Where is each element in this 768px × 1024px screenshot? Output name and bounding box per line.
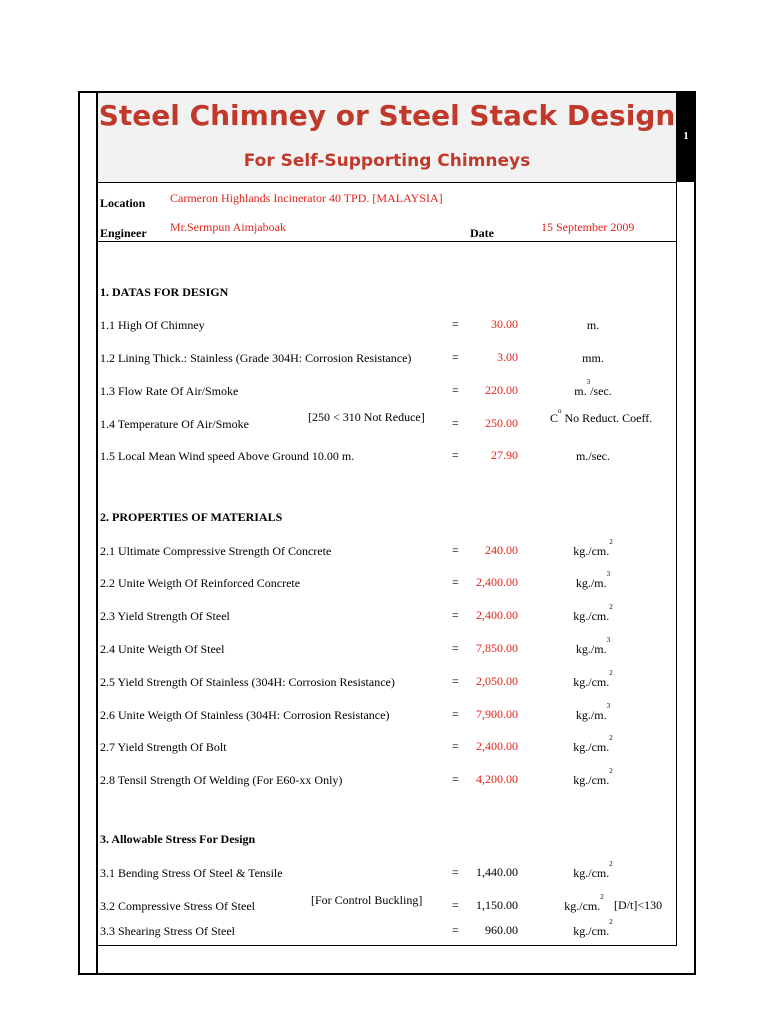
row-equals: = — [452, 575, 459, 589]
unit-base: kg./cm. — [573, 740, 610, 754]
unit-exponent: 2 — [609, 669, 613, 677]
row-equals: = — [452, 317, 459, 331]
unit-base: kg./cm. — [573, 609, 610, 623]
unit-exponent: 2 — [609, 538, 613, 546]
unit-suffix: /sec. — [590, 384, 612, 398]
row-label: 3.1 Bending Stress Of Steel & Tensile — [100, 866, 283, 880]
row-value: 4,200.00 — [476, 772, 518, 786]
row-equals: = — [452, 865, 459, 879]
unit-exponent: 2 — [600, 893, 604, 901]
row-unit — [548, 893, 620, 914]
row-value: 250.00 — [485, 416, 518, 430]
page-number: 1 — [676, 91, 696, 182]
section-heading: 3. Allowable Stress For Design — [100, 832, 256, 846]
row-label: 2.7 Yield Strength Of Bolt — [100, 740, 227, 754]
row-label: 1.5 Local Mean Wind speed Above Ground 10.00 m. — [100, 449, 355, 463]
unit-base: kg./cm. — [573, 924, 610, 938]
date-value: 15 September 2009 — [541, 220, 635, 234]
row-label: 2.8 Tensil Strength Of Welding (For E60-xx Only) — [100, 773, 343, 787]
row-value: 7,850.00 — [476, 641, 518, 655]
row-value: 960.00 — [485, 923, 518, 937]
row-value: 7,900.00 — [476, 707, 518, 721]
unit-exponent: 3 — [586, 378, 591, 386]
row-equals: = — [452, 641, 459, 655]
row-unit — [548, 538, 638, 559]
unit-exponent: o — [558, 407, 562, 415]
unit-suffix: No Reduct. Coeff. — [561, 411, 653, 425]
unit-exponent: 2 — [609, 918, 613, 926]
row-equals: = — [452, 608, 459, 622]
row-label: 2.6 Unite Weigth Of Stainless (304H: Corrosion Resistance) — [100, 708, 390, 722]
row-label: 2.1 Ultimate Compressive Strength Of Concrete — [100, 544, 332, 558]
row-label: 3.2 Compressive Stress Of Steel — [100, 899, 255, 913]
unit-exponent: 2 — [609, 767, 613, 775]
unit-exponent: 2 — [609, 860, 613, 868]
title-banner — [98, 93, 676, 183]
row-unit — [548, 918, 638, 939]
bottom-border-line — [98, 945, 677, 946]
row-unit: mm. — [582, 351, 604, 365]
unit-base: C — [550, 411, 559, 425]
unit-base: kg./m. — [575, 708, 607, 722]
row-equals: = — [452, 448, 459, 462]
row-equals: = — [452, 350, 459, 364]
location-value: Carmeron Highlands Incinerator 40 TPD. [MALAYSIA] — [170, 191, 443, 205]
section-heading: 1. DATAS FOR DESIGN — [100, 285, 229, 299]
row-equals: = — [452, 674, 459, 688]
row-equals: = — [452, 898, 459, 912]
row-value: 2,400.00 — [476, 739, 518, 753]
row-unit — [548, 570, 638, 591]
page-subtitle: For Self-Supporting Chimneys — [243, 151, 531, 171]
unit-base: kg./cm. — [573, 675, 610, 689]
unit-base: kg./cm. — [573, 773, 610, 787]
row-label: 1.3 Flow Rate Of Air/Smoke — [100, 384, 239, 398]
engineer-label: Engineer — [100, 226, 147, 240]
right-border-line — [676, 182, 677, 946]
row-value: 220.00 — [485, 383, 518, 397]
unit-base: m. — [574, 384, 587, 398]
page-title: Steel Chimney or Steel Stack Design — [98, 99, 676, 132]
row-unit — [548, 860, 638, 881]
unit-exponent: 3 — [606, 636, 611, 644]
row-unit — [548, 734, 638, 755]
row-equals: = — [452, 772, 459, 786]
unit-exponent: 3 — [606, 702, 611, 710]
row-value: 2,400.00 — [476, 575, 518, 589]
row-label: 2.3 Yield Strength Of Steel — [100, 609, 230, 623]
row-value: 240.00 — [485, 543, 518, 557]
unit-base: kg./m. — [575, 642, 607, 656]
info-divider — [98, 241, 676, 242]
engineer-value: Mr.Sermpun Aimjaboak — [170, 220, 286, 234]
row-label: 2.5 Yield Strength Of Stainless (304H: Corrosion Resistance) — [100, 675, 395, 689]
row-label: 1.4 Temperature Of Air/Smoke — [100, 417, 249, 431]
row-unit — [548, 767, 638, 788]
unit-base: kg./m. — [575, 576, 607, 590]
row-equals: = — [452, 383, 459, 397]
row-unit: m. — [586, 318, 600, 332]
row-value: 1,440.00 — [476, 865, 518, 879]
row-value: 2,050.00 — [476, 674, 518, 688]
row-note: [250 < 310 Not Reduce] — [308, 410, 425, 424]
row-unit — [548, 603, 638, 624]
date-label: Date — [470, 226, 494, 240]
row-equals: = — [452, 707, 459, 721]
section-heading: 2. PROPERTIES OF MATERIALS — [100, 510, 283, 524]
row-extra-note: [D/t]<130 — [614, 898, 663, 912]
row-label: 2.2 Unite Weigth Of Reinforced Concrete — [100, 576, 301, 590]
row-label: 3.3 Shearing Stress Of Steel — [100, 924, 235, 938]
row-label: 2.4 Unite Weigth Of Steel — [100, 642, 225, 656]
row-value: 27.90 — [491, 448, 518, 462]
row-equals: = — [452, 416, 459, 430]
left-margin-line — [96, 91, 98, 975]
row-unit — [548, 702, 638, 723]
row-unit — [548, 669, 638, 690]
row-equals: = — [452, 543, 459, 557]
row-value: 1,150.00 — [476, 898, 518, 912]
unit-base: kg./cm. — [573, 866, 610, 880]
row-note: [For Control Buckling] — [311, 893, 423, 907]
row-value: 2,400.00 — [476, 608, 518, 622]
row-equals: = — [452, 739, 459, 753]
row-label: 1.2 Lining Thick.: Stainless (Grade 304H: Corrosion Resistance) — [100, 351, 412, 365]
row-unit: m./sec. — [576, 449, 610, 463]
row-label: 1.1 High Of Chimney — [100, 318, 205, 332]
location-label: Location — [100, 196, 146, 210]
unit-exponent: 2 — [609, 734, 613, 742]
unit-exponent: 2 — [609, 603, 613, 611]
row-unit — [550, 407, 653, 426]
row-value: 3.00 — [497, 350, 518, 364]
row-value: 30.00 — [491, 317, 518, 331]
row-unit — [548, 636, 638, 657]
unit-base: kg./cm. — [573, 544, 610, 558]
unit-base: kg./cm. — [564, 899, 601, 913]
row-equals: = — [452, 923, 459, 937]
row-unit — [548, 378, 638, 399]
unit-exponent: 3 — [606, 570, 611, 578]
